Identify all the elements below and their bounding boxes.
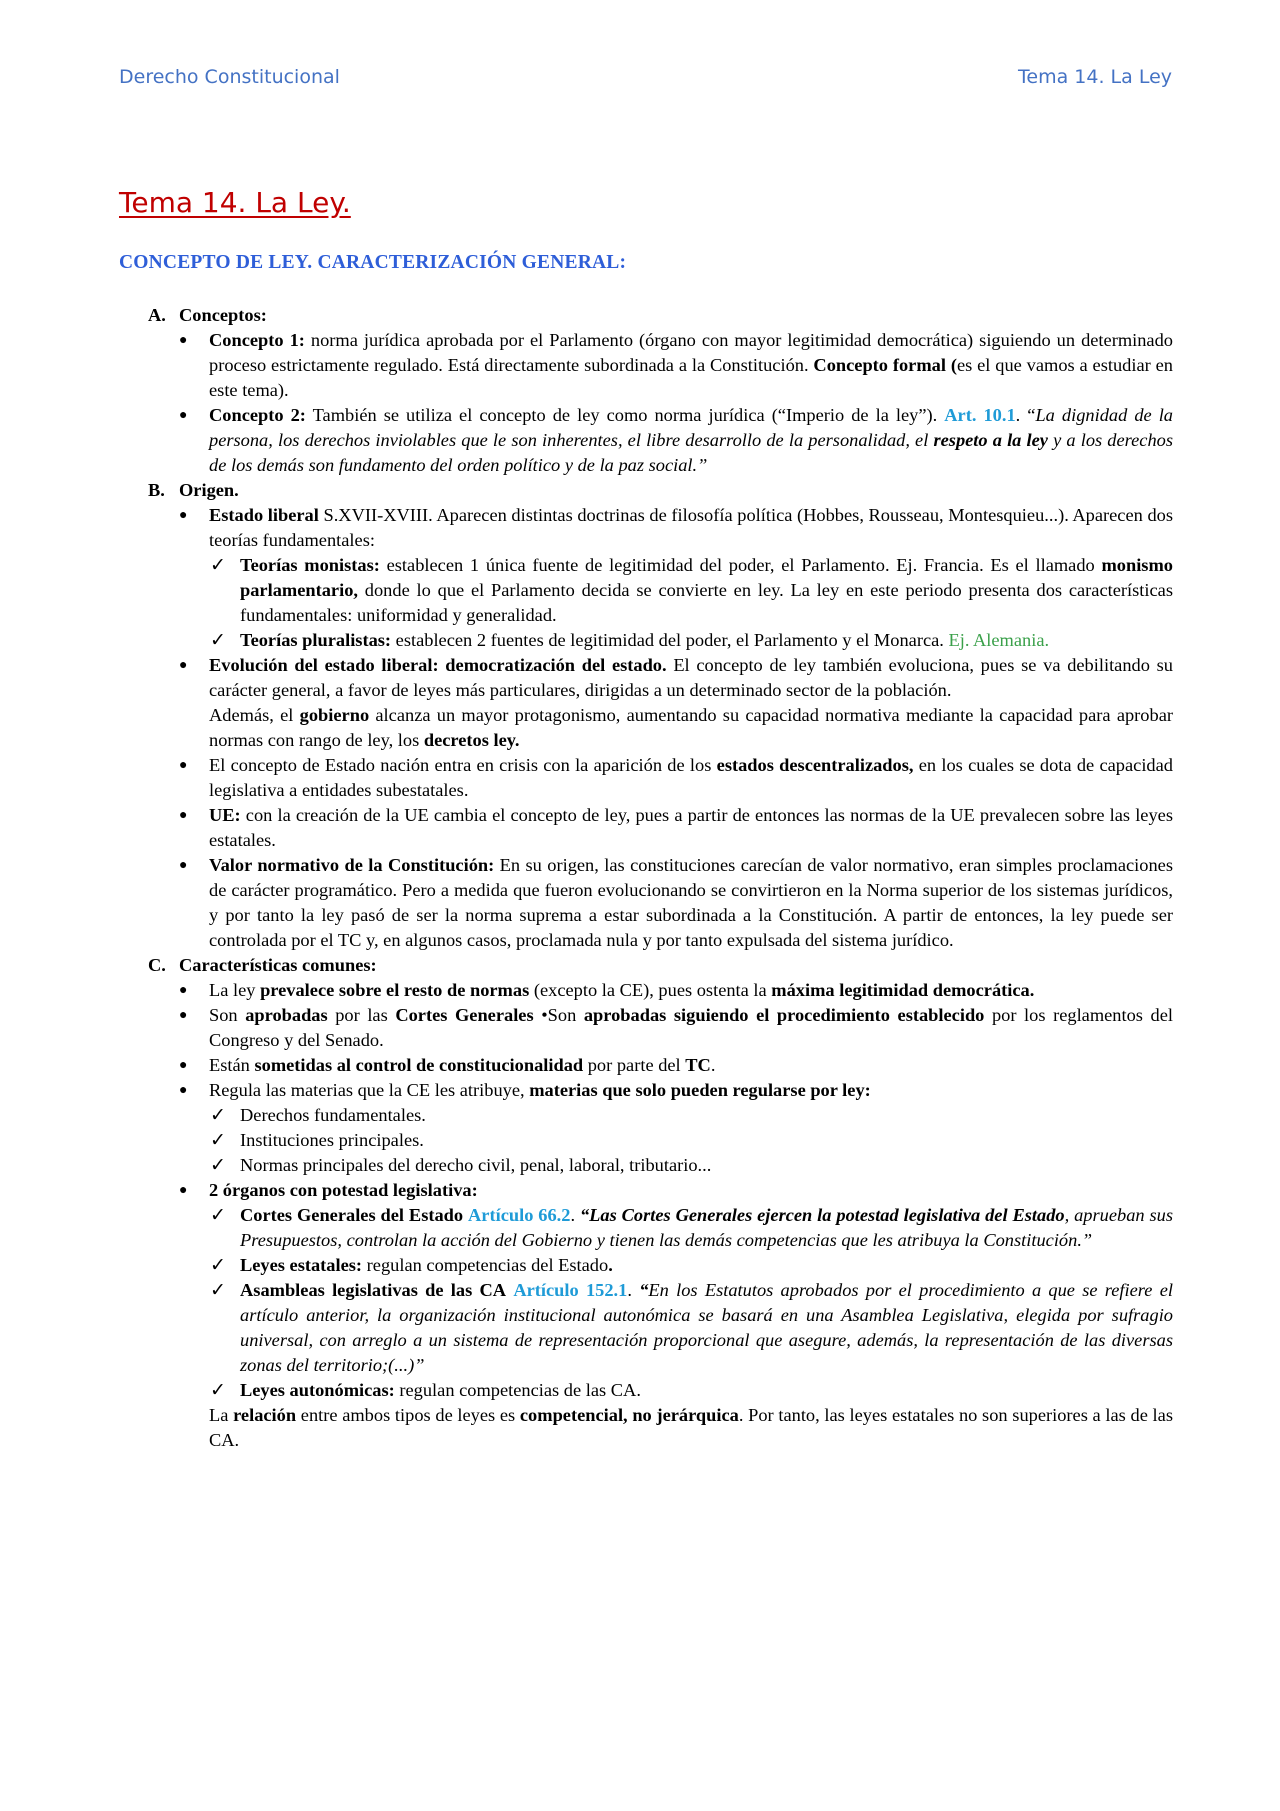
example-reference: Ej. Alemania	[948, 630, 1045, 650]
section-b-heading: B. Origen.	[119, 478, 1173, 503]
bullet-icon: ●	[179, 858, 188, 873]
checkmark-icon: ✓	[210, 1155, 226, 1176]
section-heading: CONCEPTO DE LEY. CARACTERIZACIÓN GENERAL:	[119, 252, 627, 273]
list-item-materias: ● Regula las materias que la CE les atribuye, materias que solo pueden regularse por ley:	[119, 1078, 1173, 1103]
article-reference: Art. 10.1	[944, 405, 1016, 425]
bullet-icon: ●	[179, 1183, 188, 1198]
list-item-evolucion-continuation: Además, el gobierno alcanza un mayor protagonismo, aumentando su capacidad normativa mediante la capacidad para aprobar normas con rango de ley, los decretos ley.	[209, 705, 1173, 750]
list-item-control: ● Están sometidas al control de constitucionalidad por parte del TC.	[119, 1053, 1173, 1078]
bullet-icon: ●	[179, 983, 188, 998]
list-item-estado-liberal: ● Estado liberal S.XVII-XVIII. Aparecen distintas doctrinas de filosofía política (Hobbes, Rousseau, Montesquieu...). Aparecen dos teorías fundamentales:	[179, 505, 1173, 550]
bullet-icon: ●	[179, 658, 188, 673]
checkmark-icon: ✓	[210, 1280, 226, 1301]
bullet-icon: ●	[179, 1083, 188, 1098]
document-body	[119, 250, 1173, 1453]
list-item-materia: ✓ Derechos fundamentales.	[210, 1105, 426, 1126]
checkmark-icon: ✓	[210, 1380, 226, 1401]
list-item-ue: ● UE: con la creación de la UE cambia el concepto de ley, pues a partir de entonces las normas de la UE prevalecen sobre las leyes estatales.	[179, 805, 1173, 850]
list-item-prevalece: ● La ley prevalece sobre el resto de normas (excepto la CE), pues ostenta la máxima legitimidad democrática.	[119, 978, 1173, 1003]
bullet-icon: ●	[179, 1058, 188, 1073]
list-item-concepto-1: ● Concepto 1: norma jurídica aprobada por el Parlamento (órgano con mayor legitimidad democrática) siguiendo un determinado proceso estrictamente regulado. Está directamente subordinada a la Constitución. Concepto formal (es el que vamos a estudiar en este tema).	[179, 330, 1173, 400]
page-title: Tema 14. La Ley.	[119, 186, 351, 219]
list-item-evolucion: ● Evolución del estado liberal: democratización del estado. El concepto de ley también evoluciona, pues se va debilitando su carácter general, a favor de leyes más particulares, dirigidas a un determinado sector de la población.	[179, 655, 1173, 700]
article-reference: Artículo 152.1	[513, 1280, 628, 1300]
checkmark-icon: ✓	[210, 555, 226, 576]
bullet-icon: ●	[179, 758, 188, 773]
article-reference: Artículo 66.2	[468, 1205, 571, 1225]
list-item-teorias-monistas: ✓ Teorías monistas: establecen 1 única fuente de legitimidad del poder, el Parlamento. Ej. Francia. Es el llamado monismo parlamentario, donde lo que el Parlamento decida se convierte en ley. La ley en este periodo presenta dos características fundamentales: uniformidad y generalidad.	[210, 555, 1173, 625]
list-item-concepto-2: ● Concepto 2: También se utiliza el concepto de ley como norma jurídica (“Imperio de la ley”). Art. 10.1. “La dignidad de la persona, los derechos inviolables que le son inherentes, el libre desarrollo de la personalidad, el respeto a la ley y a los derechos de los demás son fundamento del orden político y de la paz social.”	[179, 405, 1174, 475]
bullet-icon: ●	[179, 408, 188, 423]
list-item-asambleas-legislativas: ✓ Asambleas legislativas de las CA Artículo 152.1. “En los Estatutos aprobados por el procedimiento a que se refiere el artículo anterior, la organización institucional autonómica se basará en una Asamblea Legislativa, elegida por sufragio universal, con arreglo a un sistema de representación proporcional que asegure, además, la representación de las diversas zonas del territorio;(...)”	[210, 1280, 1173, 1375]
list-item-leyes-autonomicas: ✓ Leyes autonómicas: regulan competencias de las CA.	[210, 1380, 641, 1401]
section-b-marker: B.	[148, 480, 165, 500]
checkmark-icon: ✓	[210, 1105, 226, 1126]
section-c-marker: C.	[148, 955, 166, 975]
bullet-icon: ●	[179, 333, 188, 348]
list-item-estado-nacion: ● El concepto de Estado nación entra en crisis con la aparición de los estados descentralizados, en los cuales se dota de capacidad legislativa a entidades subestatales.	[179, 755, 1173, 800]
bullet-icon: ●	[179, 808, 188, 823]
list-item-materia: ✓ Instituciones principales.	[210, 1130, 424, 1151]
checkmark-icon: ✓	[210, 1130, 226, 1151]
list-item-aprobadas: ● Son aprobadas por las Cortes Generales •Son aprobadas siguiendo el procedimiento establecido por los reglamentos del Congreso y del Senado.	[179, 1005, 1174, 1050]
header-topic-name: Tema 14. La Ley	[1018, 66, 1172, 88]
list-item-materia: ✓ Normas principales del derecho civil, penal, laboral, tributario...	[210, 1155, 712, 1176]
section-c-heading: C. Características comunes:	[119, 953, 1173, 978]
list-item-organos: ● 2 órganos con potestad legislativa:	[119, 1178, 1173, 1203]
checkmark-icon: ✓	[210, 630, 226, 651]
list-item-valor-normativo: ● Valor normativo de la Constitución: En su origen, las constituciones carecían de valor normativo, eran simples proclamaciones de carácter programático. Pero a medida que fueron evolucionando se convirtieron en la Norma superior de los sistemas jurídicos, y por tanto la ley pasó de ser la norma suprema a estar subordinada a la Constitución. A partir de entonces, la ley puede ser controlada por el TC y, en algunos casos, proclamada nula y por tanto expulsada del sistema jurídico.	[179, 855, 1173, 950]
section-a-heading: A. Conceptos:	[119, 303, 1173, 328]
bullet-icon: ●	[179, 1008, 188, 1023]
list-item-leyes-estatales: ✓ Leyes estatales: regulan competencias del Estado.	[210, 1255, 613, 1276]
checkmark-icon: ✓	[210, 1205, 226, 1226]
section-a-marker: A.	[148, 305, 166, 325]
list-item-cortes-generales: ✓ Cortes Generales del Estado Artículo 66.2. “Las Cortes Generales ejercen la potestad legislativa del Estado, aprueban sus Presupuestos, controlan la acción del Gobierno y tienen las demás competencias que les atribuya la Constitución.”	[210, 1205, 1174, 1250]
relacion-paragraph: La relación entre ambos tipos de leyes es competencial, no jerárquica. Por tanto, las leyes estatales no son superiores a las de las CA.	[209, 1405, 1173, 1450]
checkmark-icon: ✓	[210, 1255, 226, 1276]
bullet-icon: ●	[179, 508, 188, 523]
list-item-teorias-pluralistas: ✓ Teorías pluralistas: establecen 2 fuentes de legitimidad del poder, el Parlamento y el Monarca. Ej. Alemania.	[210, 630, 1050, 651]
header-course-name: Derecho Constitucional	[119, 66, 340, 88]
